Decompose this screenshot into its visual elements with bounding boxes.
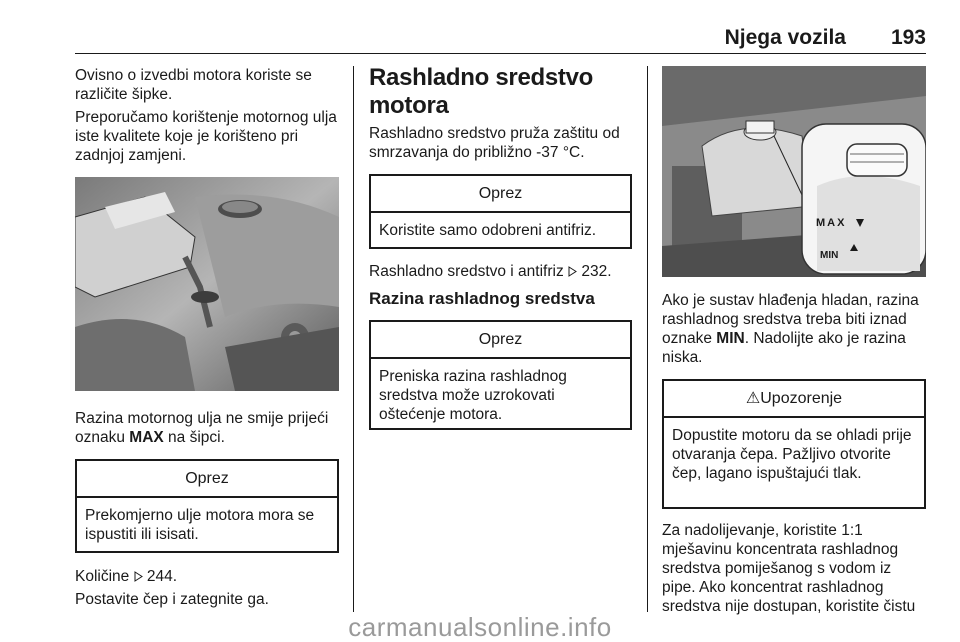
watermark: carmanualsonline.info (348, 612, 612, 642)
coolant-reference: Rashladno sredstvo i antifriz 232. (369, 263, 612, 280)
caution-title: Oprez (371, 176, 630, 213)
oil-fill-photo (75, 177, 339, 391)
caution-box (369, 320, 632, 430)
warning-icon: ⚠ (745, 390, 761, 407)
paragraph: Razina motornog ulja ne smije prijeći oznaku MAX na šipci. (75, 410, 329, 446)
section-title: Njega vozila (724, 26, 846, 49)
caution-box (75, 459, 339, 553)
paragraph: Ako je sustav hlađenja hladan, razina rashladnog sredstva treba biti iznad oznake MIN. Nadolijte ako je razina niska. (662, 292, 919, 366)
paragraph: Postavite čep i zategnite ga. (75, 591, 269, 608)
paragraph: Rashladno sredstvo pruža zaštitu od smrzavanja do približno -37 °C. (369, 125, 620, 161)
column-left (75, 66, 339, 613)
subsection-heading: Razina rashladnog sredstva (369, 289, 595, 308)
column-right (662, 66, 926, 620)
caution-title: Oprez (371, 322, 630, 359)
column-middle (369, 66, 632, 430)
column-divider (353, 66, 354, 612)
paragraph: Preporučamo korištenje motornog ulja iste kvalitete koje je korišteno pri zadnjoj zamjeni. (75, 109, 337, 164)
warning-text: Dopustite motoru da se ohladi prije otvaranja čepa. Pažljivo otvorite čep, lagano ispuštajući tlak. (672, 427, 912, 482)
max-mark-label: MAX (816, 217, 847, 229)
caution-text: Koristite samo odobreni antifriz. (379, 222, 597, 239)
section-heading: Rashladno sredstvo motora (369, 64, 593, 119)
warning-title: ⚠Upozorenje (664, 381, 924, 418)
paragraph: Za nadolijevanje, koristite 1:1 mješavinu koncentrata rashladnog sredstva pomiješanog s vodom iz pipe. Ako koncentrat rashladnog sredstva nije dostupan, koristite čistu (662, 522, 916, 615)
page-reference-icon (568, 266, 577, 277)
page-header (75, 26, 926, 52)
page-reference-icon (134, 571, 143, 582)
caution-text: Preniska razina rashladnog sredstva može uzrokovati oštećenje motora. (379, 368, 567, 423)
caution-box (369, 174, 632, 249)
caution-text: Prekomjerno ulje motora mora se ispustiti ili isisati. (85, 507, 315, 543)
quantities-reference: Količine 244. (75, 568, 178, 585)
column-divider (647, 66, 648, 612)
coolant-reservoir-photo (662, 66, 926, 277)
paragraph: Ovisno o izvedbi motora koriste se različite šipke. (75, 67, 312, 103)
header-rule (75, 53, 926, 54)
min-mark-label: MIN (820, 250, 839, 261)
warning-box (662, 379, 926, 509)
page-number: 193 (890, 26, 926, 49)
caution-title: Oprez (77, 461, 337, 498)
